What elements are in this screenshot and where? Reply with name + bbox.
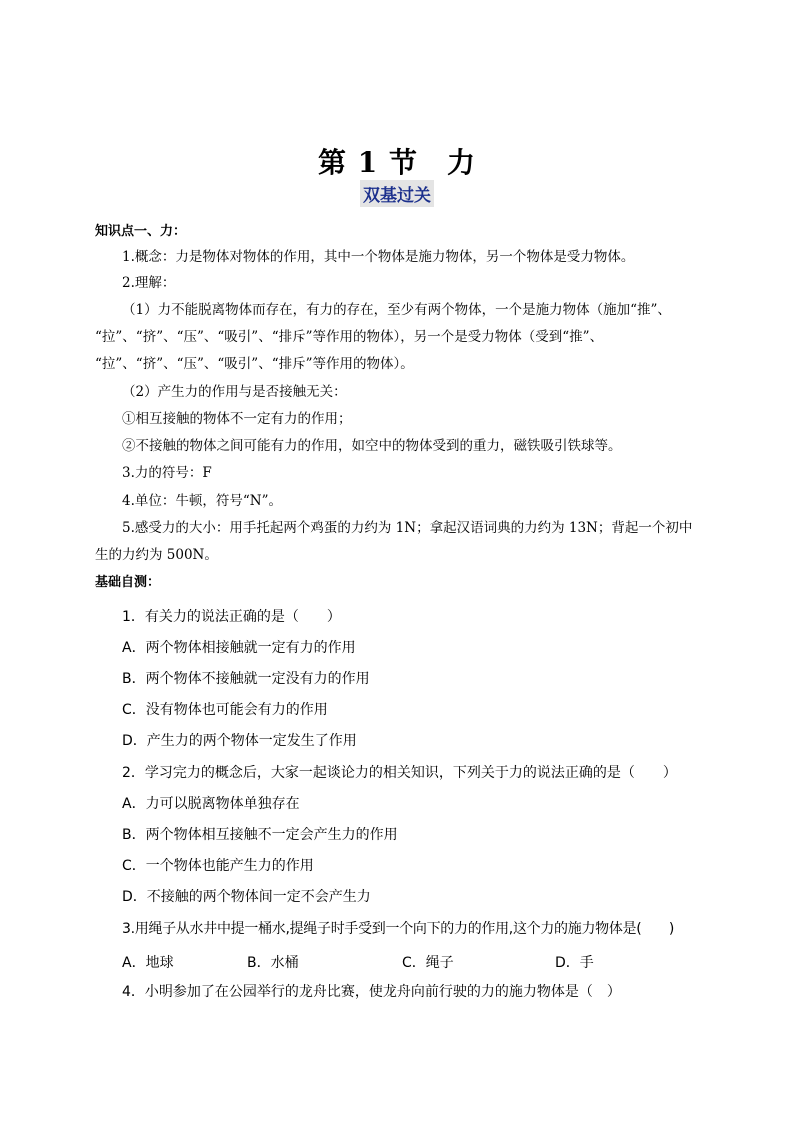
answer-option: A．地球 <box>122 955 174 971</box>
question-stem: 3.用绳子从水井中提一桶水,提绳子时手受到一个向下的力的作用,这个力的施力物体是( ) <box>122 921 674 937</box>
answer-option: B．水桶 <box>247 955 299 971</box>
answer-option: D．产生力的两个物体一定发生了作用 <box>122 733 357 749</box>
answer-option: D．不接触的两个物体间一定不会产生力 <box>122 889 371 905</box>
selftest-heading: 基础自测： <box>95 575 161 590</box>
knowledge-line: （2）产生力的作用与是否接触无关： <box>122 384 347 400</box>
knowledge-line: “拉”、“挤”、“压”、“吸引”、“排斥”等作用的物体），另一个是受力物体（受到“推”、 <box>95 329 604 345</box>
knowledge-line: 4.单位：牛顿，符号“N”。 <box>122 493 282 509</box>
answer-option: C．一个物体也能产生力的作用 <box>122 858 314 874</box>
answer-option: D．手 <box>555 955 594 971</box>
answer-option: C．绳子 <box>402 955 454 971</box>
knowledge-line: “拉”、“挤”、“压”、“吸引”、“排斥”等作用的物体）。 <box>95 356 414 372</box>
knowledge-line: 生的力约为 500N。 <box>95 547 218 563</box>
question-stem: 4．小明参加了在公园举行的龙舟比赛，使龙舟向前行驶的力的施力物体是（ ） <box>122 984 621 1000</box>
page-title: 第 1 节 力 <box>318 146 476 179</box>
knowledge-line: ①相互接触的物体不一定有力的作用； <box>122 411 352 427</box>
question-stem: 1．有关力的说法正确的是（ ） <box>122 609 341 625</box>
answer-option: C．没有物体也可能会有力的作用 <box>122 702 328 718</box>
section-subtitle: 双基过关 <box>360 180 434 207</box>
question-stem: 2．学习完力的概念后，大家一起谈论力的相关知识，下列关于力的说法正确的是（ ） <box>122 765 677 781</box>
knowledge-line: 1.概念：力是物体对物体的作用，其中一个物体是施力物体，另一个物体是受力物体。 <box>122 249 635 265</box>
knowledge-line: 2.理解： <box>122 275 176 291</box>
answer-option: B．两个物体相互接触不一定会产生力的作用 <box>122 827 398 843</box>
knowledge-line: 3.力的符号：F <box>122 465 212 481</box>
answer-option: A．力可以脱离物体单独存在 <box>122 796 300 812</box>
knowledge-line: ②不接触的物体之间可能有力的作用，如空中的物体受到的重力，磁铁吸引铁球等。 <box>122 438 622 454</box>
knowledge-heading: 知识点一、力： <box>95 224 187 239</box>
knowledge-line: 5.感受力的大小：用手托起两个鸡蛋的力约为 1N；拿起汉语词典的力约为 13N；背起一个初中 <box>122 520 693 536</box>
knowledge-line: （1）力不能脱离物体而存在，有力的存在，至少有两个物体，一个是施力物体（施加“推”、 <box>122 302 671 318</box>
answer-option: B．两个物体不接触就一定没有力的作用 <box>122 671 370 687</box>
answer-option: A．两个物体相接触就一定有力的作用 <box>122 640 356 656</box>
